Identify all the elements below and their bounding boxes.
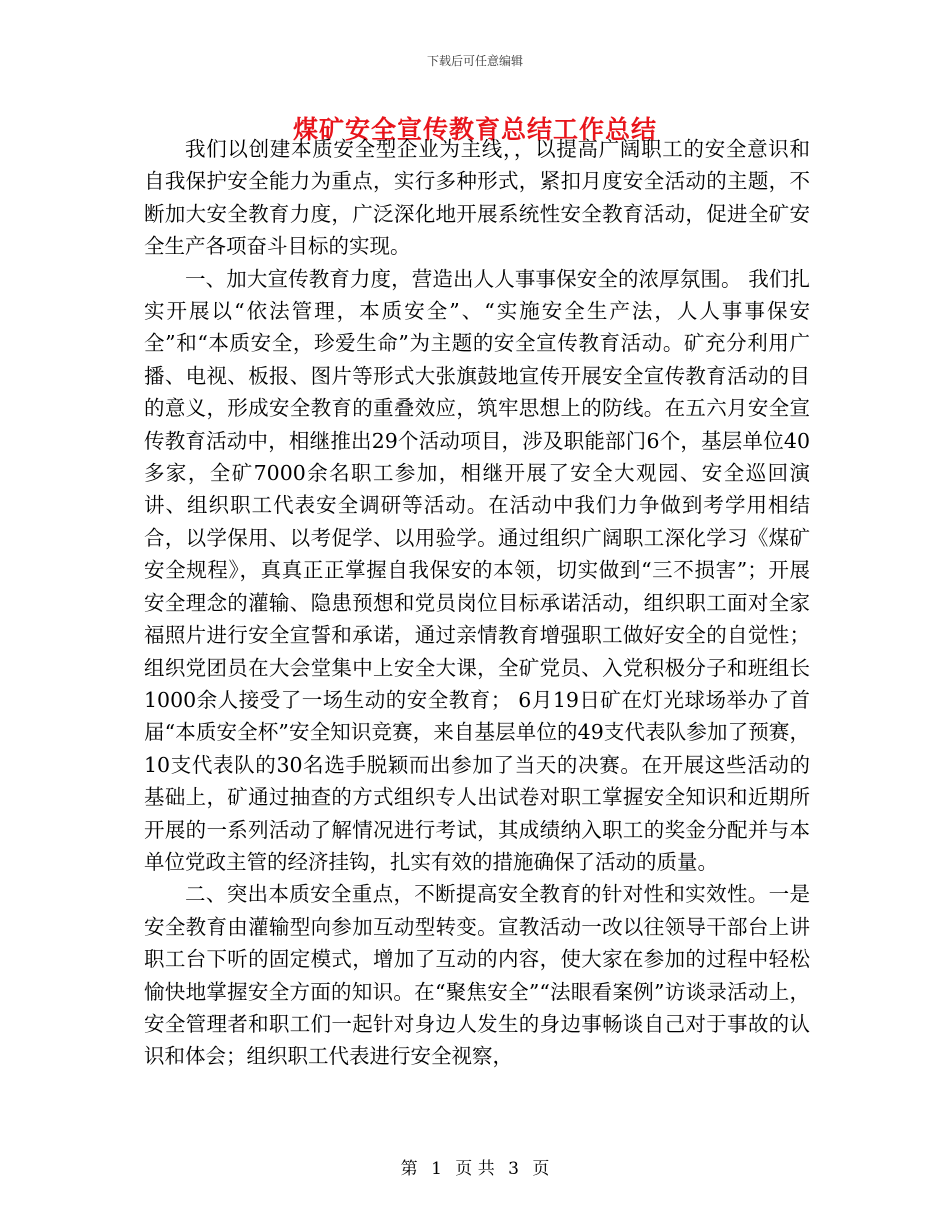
footer-total-pages: 3 xyxy=(508,1159,519,1179)
page-footer xyxy=(0,1154,950,1179)
header-note: 下载后可任意编辑 xyxy=(426,54,523,68)
footer-suffix: 页 xyxy=(532,1159,550,1179)
footer-middle: 页 共 xyxy=(455,1159,495,1179)
paragraph-section-one: 一、加大宣传教育力度，营造出人人事事保安全的浓厚氛围。 我们扎实开展以“依法管理，本质安全”、“实施安全生产法，人人事事保安全”和“本质安全，珍爱生命”为主题的安全宣传教育活动。矿充分利用广播、电视、板报、图片等形式大张旗鼓地宣传开展安全宣传教育活动的目的意义，形成安全教育的重叠效应，筑牢思想上的防线。在五六月安全宣传教育活动中，相继推出29个活动项目，涉及职能部门6个，基层单位40多家，全矿7000余名职工参加，相继开展了安全大观园、安全巡回演讲、组织职工代表安全调研等活动。在活动中我们力争做到考学用相结合，以学保用、以考促学、以用验学。通过组织广阔职工深化学习《煤矿安全规程》，真真正正掌握自我保安的本领，切实做到“三不损害”；开展安全理念的灌输、隐患预想和党员岗位目标承诺活动，组织职工面对全家福照片进行安全宣誓和承诺，通过亲情教育增强职工做好安全的自觉性；组织党团员在大会堂集中上安全大课，全矿党员、入党积极分子和班组长1000余人接受了一场生动的安全教育； 6月19日矿在灯光球场举办了首届“本质安全杯”安全知识竞赛，来自基层单位的49支代表队参加了预赛，10支代表队的30名选手脱颖而出参加了当天的决赛。在开展这些活动的基础上，矿通过抽查的方式组织专人出试卷对职工掌握安全知识和近期所开展的一系列活动了解情况进行考试，其成绩纳入职工的奖金分配并与本单位党政主管的经济挂钩，扎实有效的措施确保了活动的质量。 xyxy=(144,266,810,874)
document-title: 煤矿安全宣传教育总结工作总结 xyxy=(292,115,657,144)
footer-page-number: 1 xyxy=(431,1159,442,1179)
footer-prefix: 第 xyxy=(400,1159,418,1179)
document-body xyxy=(144,133,810,1073)
paragraph-intro: 我们以创建本质安全型企业为主线，，以提高广阔职工的安全意识和自我保护安全能力为重点，实行多种形式，紧扣月度安全活动的主题，不断加大安全教育力度，广泛深化地开展系统性安全教育活动，促进全矿安全生产各项奋斗目标的实现。 xyxy=(144,137,810,259)
paragraph-section-two: 二、突出本质安全重点，不断提高安全教育的针对性和实效性。一是安全教育由灌输型向参加互动型转变。宣教活动一改以往领导干部台上讲职工台下听的固定模式，增加了互动的内容，使大家在参加的过程中轻松愉快地掌握安全方面的知识。在“聚焦安全”“法眼看案例”访谈录活动上，安全管理者和职工们一起针对身边人发生的身边事畅谈自己对于事故的认识和体会；组织职工代表进行安全视察， xyxy=(144,882,810,1069)
